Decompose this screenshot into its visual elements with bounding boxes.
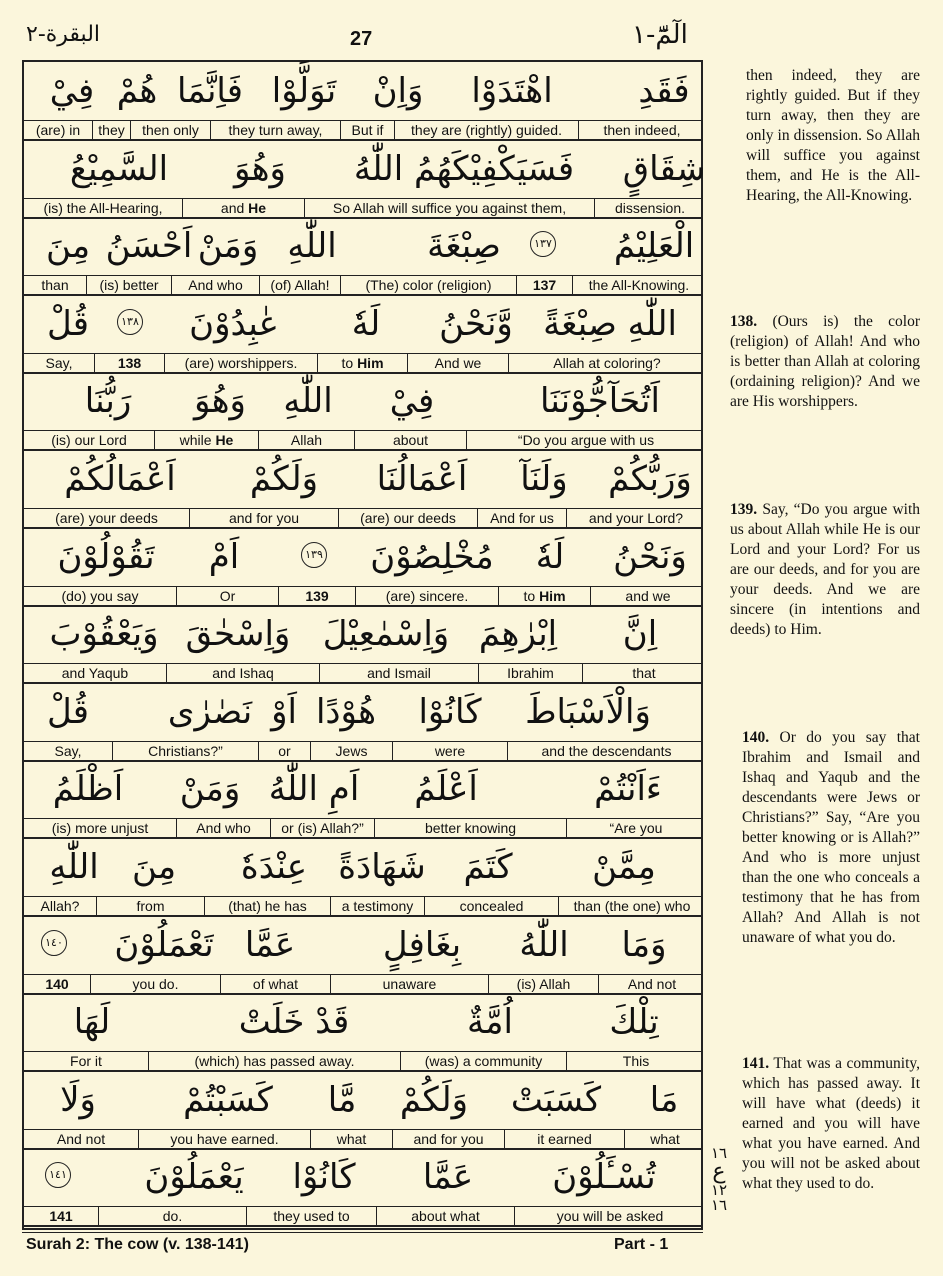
- english-gloss: And for us: [477, 509, 566, 527]
- verse-row: [24, 295, 701, 373]
- arabic-word: مِنَ: [131, 847, 177, 887]
- verse-number: 139.: [730, 501, 758, 518]
- arabic-word: عَمَّا: [422, 1157, 474, 1198]
- arabic-word: رَبُّنَا: [84, 381, 132, 422]
- ruku-marker: [708, 1146, 730, 1213]
- translation-paragraph: [742, 728, 920, 948]
- arabic-word: اللّٰهِ: [287, 226, 337, 267]
- arabic-word: اِبْرٰهِمَ: [478, 614, 558, 655]
- arabic-word: اللّٰهِ صِبْغَةً: [543, 303, 677, 344]
- arabic-word: تَقُوْلُوْنَ: [57, 536, 155, 577]
- arabic-word: فَاِنَّمَا: [176, 71, 244, 111]
- english-gloss: (of) Allah!: [259, 276, 340, 294]
- english-line: [24, 1206, 701, 1227]
- arabic-line: [24, 528, 701, 586]
- verse-number-marker: ١٤١: [45, 1162, 71, 1188]
- english-gloss: (which) has passed away.: [148, 1052, 400, 1070]
- english-gloss: were: [392, 742, 507, 760]
- english-gloss: you do.: [90, 975, 220, 993]
- arabic-word: اَعْلَمُ: [414, 769, 478, 810]
- arabic-word: تُسْـَٔلُوْنَ: [552, 1157, 656, 1198]
- english-gloss: and Ismail: [319, 664, 478, 682]
- arabic-word: وَمَنْ: [179, 769, 241, 810]
- english-gloss: (The) color (religion): [340, 276, 516, 294]
- arabic-line: [24, 450, 701, 508]
- arabic-word: فَسَيَكْفِيْكَهُمُ اللّٰهُ: [353, 148, 575, 189]
- arabic-word: وَّنَحْنُ: [439, 303, 513, 344]
- page-number: 27: [350, 28, 373, 50]
- arabic-word: وَهُوَ: [194, 381, 246, 422]
- arabic-line: [24, 295, 701, 353]
- english-gloss: and He: [182, 199, 304, 217]
- translation-text: (Ours is) the color (religion) of Allah! And who is better than Allah at coloring (ordaining religion)? And we are His worshippers.: [730, 313, 920, 410]
- english-gloss: (are) worshippers.: [164, 354, 317, 372]
- footer-divider: [22, 1232, 703, 1233]
- verse-row: [24, 372, 701, 450]
- arabic-word: وَيَعْقُوْبَ: [49, 614, 159, 655]
- translation-text: then indeed, they are rightly guided. But if they turn away, then they are only in dissension. So Allah will suffice you against them, and He is the All-Hearing, the All-Knowing.: [746, 67, 920, 204]
- arabic-word: وَلَكُمْ: [399, 1079, 469, 1120]
- english-gloss: dissension.: [594, 199, 705, 217]
- english-gloss: (are) in: [35, 122, 81, 138]
- arabic-word: اَعْمَالُنَا: [376, 459, 468, 499]
- arabic-word: وَهُوَ: [234, 148, 286, 189]
- word-by-word-grid: [22, 60, 706, 1230]
- english-gloss: And who: [171, 276, 259, 294]
- arabic-word: اَمِ اللّٰهُ: [268, 769, 360, 810]
- english-line: [24, 1051, 701, 1072]
- arabic-word: مُخْلِصُوْنَ: [370, 536, 494, 577]
- juz-header-arabic: الٓمّٓ-١: [632, 20, 688, 50]
- english-line: [24, 741, 701, 762]
- arabic-word: مِمَّنْ: [592, 847, 656, 887]
- arabic-word: كَسَبْتُمْ: [183, 1079, 273, 1120]
- english-gloss: Christians?”: [112, 742, 258, 760]
- translation-paragraph: [730, 500, 920, 640]
- english-line: [24, 974, 701, 995]
- arabic-word: فِيْ: [49, 71, 95, 111]
- english-gloss: they used to: [246, 1207, 376, 1225]
- arabic-word: السَّمِيْعُ: [69, 148, 169, 189]
- arabic-word: وَمَنْ: [197, 226, 259, 267]
- arabic-word: وَرَبُّكُمْ: [608, 459, 692, 499]
- english-gloss: what: [624, 1130, 705, 1148]
- english-gloss: they turn away,: [210, 121, 340, 139]
- arabic-word: مَا: [649, 1079, 679, 1120]
- english-gloss: And who: [176, 819, 270, 837]
- arabic-word: لَهٗ: [535, 536, 565, 577]
- verse-row: [24, 528, 701, 606]
- english-gloss: Ibrahim: [478, 664, 582, 682]
- arabic-word: اَظْلَمُ: [52, 769, 124, 810]
- arabic-line: [24, 217, 701, 275]
- ruku-mid: ع: [712, 1159, 726, 1184]
- part-footer: Part - 1: [614, 1236, 669, 1253]
- english-gloss: and the descendants: [507, 742, 705, 760]
- verse-row: [24, 605, 701, 683]
- arabic-line: [24, 683, 701, 741]
- english-gloss: 137: [516, 276, 572, 294]
- english-gloss: while He: [154, 431, 258, 449]
- translation-text: That was a community, which has passed away. It will have what (deeds) it earned and you will have what you have earned. And you will not be asked about what they used to do.: [742, 1055, 920, 1192]
- english-gloss: to Him: [498, 587, 590, 605]
- arabic-word: اهْتَدَوْا: [471, 71, 553, 111]
- verse-row: [24, 916, 701, 994]
- arabic-word: نَصٰرٰى: [167, 691, 253, 732]
- arabic-word: يَعْمَلُوْنَ: [144, 1157, 244, 1198]
- arabic-word: تَعْمَلُوْنَ: [114, 924, 214, 965]
- english-line: [24, 896, 701, 917]
- verse-row: [24, 217, 701, 295]
- arabic-word: وَاِسْحٰقَ: [185, 614, 291, 655]
- english-gloss: This: [566, 1052, 705, 1070]
- english-gloss: unaware: [330, 975, 488, 993]
- english-gloss: they: [92, 121, 130, 139]
- english-gloss: “Do you argue with us: [466, 431, 705, 449]
- english-gloss: “Are you: [566, 819, 705, 837]
- english-gloss: and for you: [189, 509, 338, 527]
- translation-text: Say, “Do you argue with us about Allah while He is our Lord and your Lord? For us are our deeds, and for you are your deeds. And we are sincere (in intentions and deeds) to Him.: [730, 501, 920, 638]
- verse-row: [24, 993, 701, 1071]
- arabic-word: اَعْمَالُكُمْ: [64, 459, 176, 499]
- english-gloss: (is) the All-Hearing,: [43, 199, 163, 216]
- translation-text: Or do you say that Ibrahim and Ismail and Ishaq and Yaqub and the descendants were Jews or Christians?” Say, “Are you better knowing or is Allah?” And who is more unjust than the one who conceals a testimony that he has from Allah? And Allah is not unaware of what you do.: [742, 729, 920, 946]
- verse-row: [24, 683, 701, 761]
- english-gloss: (are) your deeds: [55, 510, 158, 526]
- arabic-word: بِغَافِلٍ: [382, 924, 462, 965]
- arabic-word: اَوْ: [271, 691, 297, 732]
- english-gloss: you have earned.: [138, 1130, 310, 1148]
- english-gloss: (do) you say: [61, 587, 139, 604]
- english-gloss: And not: [598, 975, 705, 993]
- english-gloss: So Allah will suffice you against them,: [304, 199, 594, 217]
- english-gloss: you will be asked: [514, 1207, 705, 1225]
- arabic-word: وَنَحْنُ: [613, 536, 687, 577]
- english-gloss: than (the one) who: [558, 897, 705, 915]
- surah-header-arabic: البقرة-٢: [26, 22, 101, 47]
- arabic-line: [24, 605, 701, 663]
- english-gloss: to Him: [317, 354, 407, 372]
- verse-number-marker: ١٤٠: [41, 930, 67, 956]
- english-gloss: and we: [590, 587, 705, 605]
- arabic-line: [24, 140, 706, 198]
- english-line: [24, 586, 701, 607]
- english-gloss: concealed: [424, 897, 558, 915]
- verse-number-marker: ١٣٧: [530, 231, 556, 257]
- english-gloss: and Yaqub: [61, 665, 129, 682]
- arabic-word: وَمَا: [621, 924, 667, 965]
- verse-number: 141.: [742, 1055, 770, 1072]
- english-gloss: (are) sincere.: [355, 587, 498, 605]
- arabic-word: مِنَ: [45, 226, 91, 267]
- english-gloss: they are (rightly) guided.: [394, 121, 578, 139]
- english-gloss: the All-Knowing.: [572, 276, 705, 294]
- english-gloss: a testimony: [330, 897, 424, 915]
- surah-footer: Surah 2: The cow (v. 138-141): [26, 1236, 249, 1253]
- arabic-word: اللّٰهِ: [49, 847, 99, 887]
- english-gloss: or: [258, 742, 310, 760]
- arabic-word: فِيْ: [389, 381, 435, 422]
- arabic-word: اَمْ: [208, 536, 240, 577]
- arabic-line: [24, 993, 701, 1051]
- arabic-word: الْعَلِيْمُ: [613, 226, 695, 267]
- arabic-word: شَهَادَةً: [338, 847, 426, 887]
- arabic-word: اُمَّةٌ: [467, 1002, 513, 1043]
- verse-number-marker: ١٣٨: [117, 309, 143, 335]
- english-gloss: about: [354, 431, 466, 449]
- arabic-word: اِنَّ: [622, 614, 658, 655]
- english-gloss: Say,: [54, 742, 82, 759]
- arabic-word: لَهَا: [73, 1002, 111, 1043]
- verse-row: [24, 1148, 701, 1226]
- english-gloss: and your Lord?: [566, 509, 705, 527]
- arabic-word: اَتُحَآجُّوْنَنَا: [540, 381, 660, 422]
- verse-row: [24, 760, 701, 838]
- english-gloss: (is) our Lord: [51, 432, 127, 449]
- ruku-bottom: ١٦: [710, 1196, 728, 1214]
- english-gloss: and Ishaq: [166, 664, 319, 682]
- arabic-word: كَانُوْا: [292, 1157, 356, 1198]
- english-line: [24, 120, 701, 141]
- arabic-word: وَلَكُمْ: [249, 459, 319, 499]
- english-gloss: 138: [94, 354, 164, 372]
- arabic-line: [24, 372, 701, 430]
- english-gloss: But if: [340, 121, 394, 139]
- arabic-word: كَتَمَ: [463, 847, 513, 887]
- english-gloss: of what: [220, 975, 330, 993]
- english-gloss: (that) he has: [204, 897, 330, 915]
- english-gloss: (is) Allah: [488, 975, 598, 993]
- arabic-word: عَمَّا: [244, 924, 296, 965]
- arabic-word: اَحْسَنُ: [105, 226, 193, 267]
- verse-row: [24, 62, 701, 140]
- arabic-word: مَّا: [327, 1079, 357, 1120]
- verse-row: [24, 450, 701, 528]
- english-gloss: Allah: [258, 431, 354, 449]
- verse-number-marker: ١٣٩: [301, 542, 327, 568]
- arabic-word: هُوْدًا: [315, 691, 377, 732]
- arabic-word: كَانُوْا: [418, 691, 482, 732]
- arabic-word: وَاِنْ: [372, 71, 424, 111]
- english-line: [24, 818, 701, 839]
- english-gloss: Allah?: [40, 898, 80, 914]
- arabic-word: قُلْ: [46, 303, 90, 344]
- arabic-word: عٰبِدُوْنَ: [189, 303, 279, 344]
- verse-row: [24, 1071, 701, 1149]
- ruku-top: ١٦: [710, 1144, 728, 1162]
- english-gloss: or (is) Allah?”: [270, 819, 374, 837]
- english-gloss: And not: [56, 1130, 106, 1147]
- verse-row: [24, 838, 701, 916]
- english-gloss: 141: [49, 1208, 73, 1225]
- english-gloss: (was) a community: [400, 1052, 566, 1070]
- arabic-line: [24, 1071, 701, 1129]
- english-gloss: and for you: [392, 1130, 504, 1148]
- english-gloss: (are) our deeds: [338, 509, 477, 527]
- arabic-word: وَلَا: [60, 1079, 96, 1120]
- arabic-word: شِقَاقٍ: [622, 148, 706, 189]
- arabic-word: لَهٗ: [351, 303, 381, 344]
- arabic-word: تِلْكَ: [609, 1002, 659, 1043]
- arabic-word: تَوَلَّوْا: [271, 71, 337, 111]
- english-gloss: And we: [407, 354, 508, 372]
- english-gloss: Jews: [310, 742, 392, 760]
- english-line: [24, 275, 701, 296]
- english-gloss: For it: [70, 1053, 102, 1070]
- english-gloss: Say,: [45, 354, 73, 371]
- english-gloss: that: [582, 664, 705, 682]
- arabic-word: صِبْغَةَ: [427, 226, 501, 267]
- arabic-line: [24, 838, 701, 896]
- arabic-line: [24, 1148, 701, 1206]
- english-gloss: (is) more unjust: [51, 820, 149, 837]
- arabic-word: قَدْ خَلَتْ: [238, 1002, 350, 1043]
- ruku-mid2: ١٢: [710, 1181, 728, 1199]
- english-gloss: what: [310, 1130, 392, 1148]
- english-line: [24, 353, 701, 374]
- translation-paragraph: [730, 312, 920, 412]
- translation-paragraph: [742, 1054, 920, 1194]
- arabic-word: هُمْ: [116, 71, 158, 111]
- english-gloss: Allah at coloring?: [508, 354, 705, 372]
- arabic-word: قُلْ: [46, 691, 90, 732]
- arabic-word: عِنْدَهٗ: [240, 847, 308, 887]
- english-gloss: do.: [98, 1207, 246, 1225]
- arabic-line: [24, 916, 701, 974]
- verse-number: 138.: [730, 313, 758, 330]
- english-gloss: 139: [278, 587, 355, 605]
- english-line: [24, 1129, 701, 1150]
- english-line: [24, 198, 701, 219]
- arabic-word: وَاِسْمٰعِيْلَ: [322, 614, 450, 655]
- english-gloss: Or: [176, 587, 278, 605]
- english-gloss: then indeed,: [578, 121, 705, 139]
- english-gloss: better knowing: [374, 819, 566, 837]
- english-line: [24, 663, 701, 684]
- arabic-line: [24, 62, 701, 120]
- arabic-word: اللّٰهِ: [283, 381, 333, 422]
- verse-row: [24, 140, 706, 218]
- english-line: [24, 430, 701, 451]
- english-gloss: about what: [376, 1207, 514, 1225]
- verse-number: 140.: [742, 729, 770, 746]
- arabic-word: وَالْاَسْبَاطَ: [525, 691, 651, 732]
- translation-paragraph: [746, 66, 920, 206]
- arabic-word: وَلَنَآ: [520, 459, 568, 499]
- english-line: [24, 508, 701, 529]
- english-gloss: (is) better: [86, 276, 171, 294]
- english-gloss: 140: [45, 975, 69, 992]
- arabic-word: اللّٰهُ: [519, 924, 569, 965]
- english-gloss: it earned: [504, 1130, 624, 1148]
- arabic-word: فَقَدِ: [638, 71, 690, 111]
- english-gloss: then only: [130, 121, 210, 139]
- arabic-word: ءَاَنْتُمْ: [594, 769, 662, 810]
- english-gloss: from: [96, 897, 204, 915]
- arabic-line: [24, 760, 701, 818]
- arabic-word: كَسَبَتْ: [510, 1079, 602, 1120]
- english-gloss: than: [41, 277, 69, 294]
